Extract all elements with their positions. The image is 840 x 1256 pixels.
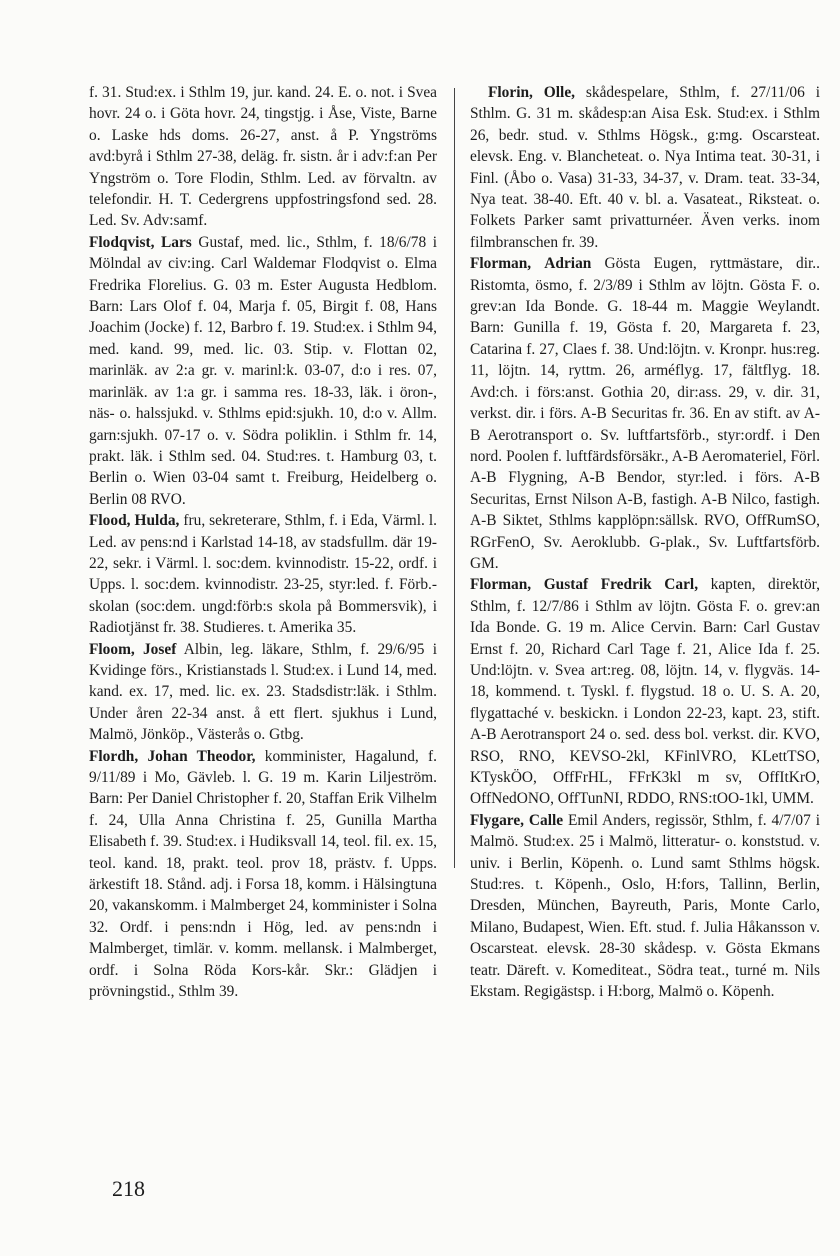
entry-surname: Florin, — [488, 84, 533, 101]
entry-floom — [89, 639, 437, 746]
page-number: 218 — [112, 1176, 145, 1201]
entry-text: skådespelare, Sthlm, f. 27/11/06 i Sthlm. G. 31 m. skådesp:an Aisa Esk. Stud:ex. i Sthlm 26, bedr. stud. v. Sthlms Högsk., g:mg. Oscarsteat. elevsk. Eng. v. Blancheteat. o. Nya Intima teat. 30-31, i Finl. (Åbo o. Vasa) 31-33, 34-37, v. Dram. teat. 33-34, Nya teat. 38-40. Eft. 40 v. bl. a. Vasateat., Riksteat. o. Folkets Parker samt privatturnéer. Även verks. inom filmbranschen fr. 39. — [470, 84, 820, 251]
entry-text: Gösta Eugen, ryttmästare, dir.. Ristomta, ösmo, f. 2/3/89 i Sthlm av löjtn. Gösta F. o. grev:an Ida Bonde. G. 18-44 m. Maggie Weylandt. Barn: Gunilla f. 19, Gösta f. 20, Margareta f. 23, Catarina f. 27, Claes f. 38. Und:löjtn. v. Kronpr. hus:reg. 11, löjtn. 14, ryttm. 26, arméflyg. 17, fältflyg. 18. Avd:ch. i förs:anst. Gothia 20, dir:ass. 29, v. dir. 31, verkst. dir. i förs. A-B Securitas fr. 36. En av stift. av A-B Aerotransport o. Sv. luftfartsförb., styr:ordf. i Den nord. Poolen f. luftfärdsförsäkr., A-B Aeromateriel, Förl. A-B Flygning, A-B Bendor, styr:led. i förs. A-B Securitas, Ernst Nilson A-B, fastigh. A-B Nilco, fastigh. A-B Siktet, Sthlms kapplöpn:sällsk. RVO, OffRumSO, RGrFenO, Sv. Aeroklubb. G-plak., Sv. Luftfartsförb. GM. — [470, 255, 820, 572]
entry-text: fru, sekreterare, Sthlm, f. i Eda, Värml. l. Led. av pens:nd i Karlstad 14-18, av stadsfullm. där 19-22, sekr. i Värml. l. soc:dem. kvinnodistr. 15-22, ordf. i Upps. l. soc:dem. kvinnodistr. 23-25, styr:led. f. Förb.-skolan (soc:dem. ungd:förb:s skola på Bommersvik), i Radiotjänst fr. 38. Studieres. t. Amerika 35. — [89, 512, 437, 637]
entry-given-name: Johan Theodor, — [147, 747, 256, 765]
entry-florin — [470, 82, 820, 253]
entry-given-name: Gustaf Fredrik Carl, — [543, 576, 699, 594]
entry-flodqvist — [89, 232, 437, 510]
entry-text: kapten, direktör, Sthlm, f. 12/7/86 i Sthlm av löjtn. Gösta F. o. grev:an Ida Bonde. G. 19 m. Alice Cervin. Barn: Carl Gustav Ernst f. 20, Richard Carl Tage f. 21, Alice Ida f. 25. Und:löjtn. v. Svea art:reg. 08, löjtn. 14, v. flygväs. 14-18, kommend. t. Tyskl. f. flygstud. 18 o. U. S. A. 20, flygattaché v. beskickn. i London 22-23, kapt. 23, stift. A-B Aerotransport 24 o. sed. dess bol. verkst. dir. KVO, RSO, RNO, KEVSO-2kl, KFinlVRO, KLettTSO, KTyskÖO, OffFrHL, FFrK3kl m sv, OffItKrO, OffNedONO, OffTunNI, RDDO, RNS:tOO-1kl, UMM. — [470, 576, 821, 808]
entry-given-name: Hulda, — [134, 512, 180, 530]
entry-given-name: Lars — [161, 233, 192, 251]
entry-flood — [89, 510, 437, 638]
entry-flygare — [470, 810, 820, 1003]
entry-text: Gustaf, med. lic., Sthlm, f. 18/6/78 i Mölndal av civ:ing. Carl Waldemar Flodqvist o. Elma Fredrika Florelius. G. 03 m. Ester Augusta Hedblom. Barn: Lars Olof f. 04, Marja f. 05, Birgit f. 08, Hans Joachim (Jocke) f. 12, Barbro f. 19. Stud:ex. i Sthlm 94, med. kand. 99, med. lic. 03. Stip. v. Flottan 02, marinläk. av 2:a gr. v. marinl:k. 03-07, d:o i res. 07, marinläk. av 1:a gr. i samma res. 18-33, läk. i öron-, näs- o. halssjukd. v. Sthlms epid:sjukh. 10, d:o v. Allm. garn:sjukh. 07-17 o. v. Södra poliklin. i Sthlm fr. 14, prakt. läk. i Sthlm sed. 04. Stud:res. t. Hamburg 03, t. Berlin o. Wien 03-04 samt t. Freiburg, Heidelberg o. Berlin 08 RVO. — [89, 233, 437, 508]
entry-continuation — [89, 82, 437, 232]
entry-surname: Flodqvist, — [89, 233, 155, 251]
right-column — [470, 82, 820, 1002]
column-divider — [454, 88, 455, 868]
entry-given-name: Adrian — [544, 255, 592, 273]
left-column — [89, 82, 437, 1002]
entry-text: komminister, Hagalund, f. 9/11/89 i Mo, Gävleb. l. G. 19 m. Karin Liljeström. Barn: Per Daniel Christopher f. 20, Staffan Erik Vilhelm f. 24, Ulla Anna Christina f. 25, Gunilla Martha Elisabeth f. 39. Stud:ex. i Hudiksvall 14, teol. fil. ex. 15, teol. kand. 18, prakt. teol. prov 18, prästv. f. Upps. ärkestift 18. Stånd. adj. i Forsa 18, komm. i Hälsingtuna 20, vakanskomm. i Malmberget 24, komminister i Solna 32. Ordf. i pens:ndn i Hög, led. av pens:ndn i Malmberget, timlär. v. komm. mellansk. i Malmberget, ordf. i Solna Röda Kors-kår. Skr.: Glädjen i prövningstid., Sthlm 39. — [89, 747, 437, 1001]
entry-surname: Floom, — [89, 640, 135, 658]
entry-text: f. 31. Stud:ex. i Sthlm 19, jur. kand. 24. E. o. not. i Svea hovr. 24 o. i Göta hovr. 24, tingstjg. i Åse, Viste, Barne o. Laske hds doms. 26-27, anst. å P. Yngströms avd:byrå i Sthlm 27-38, deläg. fr. sistn. år i adv:f:an Per Yngström o. Tore Flodin, Sthlm. Led. av förvaltn. av telefondir. H. T. Cedergrens uppfostringsfond sed. 28. Led. Sv. Adv:samf. — [89, 84, 437, 230]
entry-given-name: Calle — [528, 811, 564, 829]
entry-florman-adrian — [470, 253, 820, 574]
entry-flordh — [89, 746, 437, 1003]
entry-given-name: Olle, — [543, 84, 575, 101]
entry-surname: Flordh, — [89, 747, 139, 765]
entry-given-name: Josef — [142, 640, 177, 658]
entry-surname: Florman, — [470, 255, 532, 273]
entry-surname: Flygare, — [470, 811, 524, 829]
entry-text: Albin, leg. läkare, Sthlm, f. 29/6/95 i Kvidinge förs., Kristianstads l. Stud:ex. i Lund 14, med. kand. ex. 17, med. lic. ex. 23. Stadsdistr:läk. i Sthlm. Under åren 22-34 anst. å ett flert. sjukhus i Lund, Malmö, Jönköp., Västerås o. Gtbg. — [89, 640, 437, 744]
entry-surname: Florman, — [470, 576, 532, 594]
entry-text: Emil Anders, regissör, Sthlm, f. 4/7/07 i Malmö. Stud:ex. 25 i Malmö, litteratur- o. konststud. v. univ. i Berlin, Köpenh. o. Lund samt Sthlms högsk. Stud:res. t. Köpenh., Oslo, H:fors, Tallinn, Berlin, Dresden, München, Bayreuth, Paris, Monte Carlo, Milano, Budapest, Wien. Eft. stud. f. Julia Håkansson v. Oscarsteat. elevsk. 28-30 skådesp. v. Gösta Ekmans teatr. Däreft. v. Komediteat., Södra teat., turné m. Nils Ekstam. Regigästsp. i H:borg, Malmö o. Köpenh. — [470, 811, 820, 1001]
entry-surname: Flood, — [89, 512, 131, 530]
entry-florman-carl — [470, 574, 820, 809]
